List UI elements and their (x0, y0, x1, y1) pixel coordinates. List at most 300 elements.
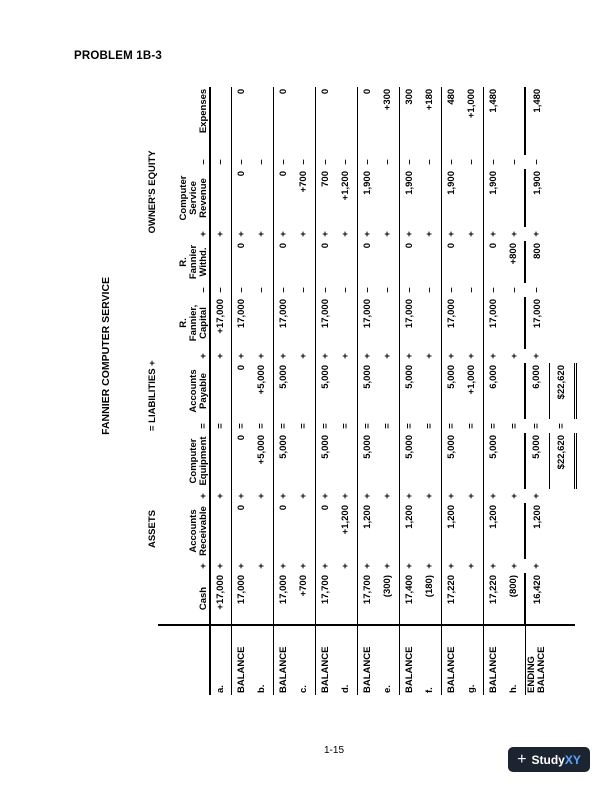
cell-value: 0 (357, 87, 378, 155)
cell-value: 17,000 (273, 573, 294, 625)
cell-operator: + (508, 563, 520, 569)
cell-operator: – (382, 287, 394, 293)
cell-operator: – (531, 159, 543, 165)
cell-value (252, 297, 273, 349)
cell-operator: + (298, 563, 310, 569)
cell-operator: + (273, 559, 294, 573)
cell-value (210, 433, 231, 489)
cell-value: 0 (315, 503, 336, 559)
cell-value: 5,000 (273, 363, 294, 419)
cell-operator: – (214, 287, 226, 293)
cell-operator: + (357, 489, 378, 503)
totals-row (549, 87, 575, 695)
column-header: Accounts Payable (158, 363, 210, 419)
cell-operator: + (357, 559, 378, 573)
cell-value (336, 241, 357, 283)
cell-value: 6,000 (483, 363, 504, 419)
cell-operator: – (214, 159, 226, 165)
cell-value: 0 (273, 169, 294, 227)
cell-value (336, 363, 357, 419)
cell-operator: – (441, 155, 462, 169)
cell-value: 1,200 (399, 503, 420, 559)
cell-operator: + (340, 353, 352, 359)
assets-group-label: ASSETS (147, 510, 159, 549)
row-label: BALANCE (315, 625, 336, 695)
cell-value: 5,000 (315, 363, 336, 419)
cell-operator: + (466, 353, 478, 359)
cell-value: (800) (508, 575, 520, 598)
ending-balance-row (525, 87, 549, 695)
row-label: b. (252, 625, 273, 695)
cell-operator: = (231, 419, 252, 433)
cell-value (294, 241, 315, 283)
cell-value: 1,200 (357, 503, 378, 559)
cell-value: +1,200 (340, 505, 352, 535)
cell-operator: + (231, 559, 252, 573)
cell-value: 17,700 (357, 573, 378, 625)
cell-operator: + (508, 493, 520, 499)
balance-row (357, 87, 378, 695)
cell-operator: + (483, 559, 504, 573)
cell-value: 1,200 (525, 503, 549, 559)
cell-value: 17,000 (483, 297, 504, 349)
row-label: BALANCE (441, 625, 462, 695)
cell-value: 300 (399, 87, 420, 155)
title-row (96, 87, 118, 695)
cell-value: 17,000 (357, 297, 378, 349)
cell-operator: – (340, 159, 352, 165)
cell-operator: – (466, 159, 478, 165)
cell-operator: – (382, 159, 394, 165)
cell-operator: – (298, 159, 310, 165)
cell-operator: + (508, 231, 520, 237)
transaction-row (252, 87, 273, 695)
row-label: ENDING BALANCE (525, 625, 549, 695)
balance-row (483, 87, 504, 695)
cell-value (294, 87, 315, 155)
cell-value (252, 169, 273, 227)
cell-operator: = (441, 419, 462, 433)
cell-value: 5,000 (273, 433, 294, 489)
cell-operator: + (256, 353, 268, 359)
cell-operator: + (441, 489, 462, 503)
owners-equity-group-label: OWNER'S EQUITY (147, 150, 159, 234)
balance-row (273, 87, 294, 695)
row-label: BALANCE (273, 625, 294, 695)
cell-value: 0 (231, 363, 252, 419)
cell-value: 0 (231, 241, 252, 283)
cell-operator: + (531, 353, 543, 359)
cell-operator: – (273, 283, 294, 297)
cell-value: 1,200 (483, 503, 504, 559)
cell-value: 0 (231, 503, 252, 559)
row-label: f. (420, 625, 441, 695)
row-label: a. (210, 625, 231, 695)
cell-value: 0 (315, 241, 336, 283)
cell-value (210, 169, 231, 227)
cell-operator: + (382, 563, 394, 569)
row-label: e. (378, 625, 399, 695)
cell-value (420, 169, 441, 227)
group-row (118, 87, 158, 695)
cell-value: +700 (298, 171, 310, 193)
cell-value: +17,000 (214, 299, 226, 334)
cell-operator: + (340, 231, 352, 237)
cell-operator: + (298, 231, 310, 237)
cell-operator: + (382, 493, 394, 499)
row-label: BALANCE (231, 625, 252, 695)
cell-operator: – (508, 287, 520, 293)
cell-value: 5,000 (399, 433, 420, 489)
cell-operator: + (441, 227, 462, 241)
cell-value (252, 87, 273, 155)
cell-value: 17,000 (273, 297, 294, 349)
column-header: Expenses (158, 87, 210, 155)
cell-operator: – (340, 287, 352, 293)
row-label: BALANCE (483, 625, 504, 695)
cell-value: 17,000 (441, 297, 462, 349)
cell-value (420, 363, 441, 419)
column-header: Computer Service Revenue (158, 169, 210, 227)
cell-operator: + (231, 489, 252, 503)
cell-operator: – (273, 155, 294, 169)
balance-row (399, 87, 420, 695)
cell-operator: = (298, 423, 310, 429)
cell-operator: – (424, 287, 436, 293)
cell-operator: = (315, 419, 336, 433)
cell-operator: = (273, 419, 294, 433)
cell-value: +1,000 (466, 365, 478, 395)
cell-value (336, 87, 357, 155)
cell-value: 17,000 (315, 297, 336, 349)
cell-value (210, 503, 231, 559)
cell-operator: + (340, 493, 352, 499)
transaction-row (336, 87, 357, 695)
cell-value: 0 (315, 87, 336, 155)
page-number: 1-15 (324, 745, 345, 756)
cell-value (252, 241, 273, 283)
cell-operator: = (214, 423, 226, 429)
column-header: Accounts Receivable (158, 503, 210, 559)
cell-value: 480 (441, 87, 462, 155)
cell-value: 0 (399, 241, 420, 283)
cell-operator: + (340, 563, 352, 569)
row-label: d. (336, 625, 357, 695)
column-operator: – (158, 155, 210, 169)
cell-value: 5,000 (399, 363, 420, 419)
column-header-row (158, 87, 210, 695)
cell-value (294, 297, 315, 349)
cell-operator: – (315, 155, 336, 169)
column-operator: + (158, 349, 210, 363)
cell-value: 700 (315, 169, 336, 227)
cell-operator: + (399, 227, 420, 241)
cell-operator: + (399, 489, 420, 503)
cell-operator: + (441, 349, 462, 363)
cell-operator: – (256, 159, 268, 165)
cell-value: 0 (273, 87, 294, 155)
cell-operator: – (357, 283, 378, 297)
cell-value (210, 87, 231, 155)
transaction-row (378, 87, 399, 695)
problem-title: PROBLEM 1B-3 (74, 50, 163, 62)
cell-value (378, 363, 399, 419)
cell-operator: + (273, 489, 294, 503)
cell-value: 0 (231, 169, 252, 227)
cell-value: 0 (273, 503, 294, 559)
cell-operator: + (466, 231, 478, 237)
cell-operator: = (424, 423, 436, 429)
column-header: Computer Equipment (158, 433, 210, 489)
cell-operator: + (256, 563, 268, 569)
cell-value (504, 297, 525, 349)
cell-value: 17,220 (441, 573, 462, 625)
cell-value (294, 503, 315, 559)
cell-value (252, 573, 273, 625)
cell-value (378, 297, 399, 349)
cell-operator: + (273, 349, 294, 363)
cell-value: 5,000 (315, 433, 336, 489)
cell-value: 17,220 (483, 573, 504, 625)
cell-operator: – (298, 287, 310, 293)
liabilities-group-label: = LIABILITIES + (147, 360, 159, 431)
cell-operator: + (231, 349, 252, 363)
cell-value (420, 297, 441, 349)
cell-operator: + (466, 563, 478, 569)
cell-value: +5,000 (256, 365, 268, 395)
cell-value (462, 503, 483, 559)
cell-value (504, 169, 525, 227)
cell-operator: – (256, 287, 268, 293)
cell-value (378, 503, 399, 559)
cell-value: 1,480 (525, 87, 549, 155)
cell-operator: + (531, 563, 543, 569)
row-label: g. (462, 625, 483, 695)
cell-operator: – (508, 159, 520, 165)
balance-row (231, 87, 252, 695)
cell-value (504, 363, 525, 419)
cell-value: 0 (441, 241, 462, 283)
cell-value (294, 363, 315, 419)
cell-value: 1,900 (357, 169, 378, 227)
cell-value: 0 (231, 433, 252, 489)
cell-value (462, 573, 483, 625)
cell-operator: + (298, 493, 310, 499)
cell-value: 6,000 (525, 363, 549, 419)
cell-operator: + (424, 493, 436, 499)
cell-value: 17,000 (231, 573, 252, 625)
cell-operator: + (273, 227, 294, 241)
cell-operator: – (483, 155, 504, 169)
cell-operator: + (483, 349, 504, 363)
cell-operator: + (424, 563, 436, 569)
cell-value: 1,900 (483, 169, 504, 227)
cell-operator: + (357, 227, 378, 241)
transaction-row (462, 87, 483, 695)
cell-operator: + (357, 349, 378, 363)
cell-operator: + (231, 227, 252, 241)
cell-value: +17,000 (214, 575, 226, 610)
cell-operator: – (315, 283, 336, 297)
cell-value: 1,900 (399, 169, 420, 227)
cell-operator: = (483, 419, 504, 433)
cell-value (462, 241, 483, 283)
cell-value (504, 503, 525, 559)
cell-operator: + (315, 349, 336, 363)
column-header: Cash (158, 573, 210, 625)
transaction-row (504, 87, 525, 695)
cell-value: 16,420 (525, 573, 549, 625)
worksheet-title: FANNIER COMPUTER SERVICE (100, 276, 113, 435)
cell-operator: – (399, 283, 420, 297)
cell-operator: + (315, 559, 336, 573)
cell-value: 0 (273, 241, 294, 283)
cell-operator: = (399, 419, 420, 433)
column-operator: – (158, 283, 210, 297)
cell-value (504, 433, 525, 489)
cell-operator: + (399, 559, 420, 573)
column-operator: + (158, 227, 210, 241)
cell-value (252, 503, 273, 559)
column-operator: + (158, 489, 210, 503)
liabilities-equity-total: $22,620 (549, 363, 575, 419)
cell-operator: + (483, 489, 504, 503)
worksheet (96, 87, 568, 695)
cell-operator: + (483, 227, 504, 241)
brand-name: StudyXY (531, 752, 581, 767)
cell-value: 0 (483, 241, 504, 283)
cell-value (336, 297, 357, 349)
cell-value: 1,900 (525, 169, 549, 227)
column-operator: = (158, 419, 210, 433)
cell-value: 0 (231, 87, 252, 155)
cell-operator: + (441, 559, 462, 573)
cell-value: 800 (525, 241, 549, 283)
plus-icon: + (517, 750, 527, 768)
cell-operator: – (466, 287, 478, 293)
cell-operator: + (424, 353, 436, 359)
cell-value: 0 (357, 241, 378, 283)
cell-value: +700 (298, 575, 310, 597)
cell-value: 5,000 (357, 363, 378, 419)
cell-operator: = (382, 423, 394, 429)
cell-value (462, 433, 483, 489)
cell-operator: + (256, 493, 268, 499)
cell-operator: + (214, 353, 226, 359)
cell-value: +5,000 (256, 435, 268, 465)
cell-value: (180) (424, 575, 436, 598)
cell-operator: + (214, 563, 226, 569)
cell-value (378, 169, 399, 227)
cell-operator: = (466, 423, 478, 429)
cell-value: 5,000 (441, 363, 462, 419)
column-operator: + (158, 559, 210, 573)
cell-operator: = (531, 423, 543, 429)
cell-value: 5,000 (441, 433, 462, 489)
cell-operator: + (256, 231, 268, 237)
cell-operator: + (382, 231, 394, 237)
cell-operator: – (399, 155, 420, 169)
cell-value (210, 241, 231, 283)
cell-value: 5,000 (483, 433, 504, 489)
cell-value: +1,200 (340, 171, 352, 201)
cell-value (336, 573, 357, 625)
cell-value: 17,000 (231, 297, 252, 349)
cell-value (462, 169, 483, 227)
cell-value: 1,900 (441, 169, 462, 227)
cell-operator: = (508, 423, 520, 429)
cell-value (504, 87, 525, 155)
cell-operator: – (357, 155, 378, 169)
cell-operator: + (315, 227, 336, 241)
cell-operator: – (531, 287, 543, 293)
balance-row (441, 87, 462, 695)
cell-value: 17,000 (399, 297, 420, 349)
assets-total: $22,620 (549, 433, 575, 489)
cell-value: +180 (424, 88, 436, 111)
cell-operator: – (424, 159, 436, 165)
cell-operator: + (424, 231, 436, 237)
cell-operator: – (441, 283, 462, 297)
transaction-row (294, 87, 315, 695)
cell-value (294, 433, 315, 489)
cell-value (462, 297, 483, 349)
cell-operator: = (357, 419, 378, 433)
cell-value: (300) (382, 575, 394, 598)
cell-value (336, 433, 357, 489)
cell-value: +1,000 (466, 88, 478, 119)
cell-value (420, 433, 441, 489)
cell-value: +300 (382, 88, 394, 111)
row-label: BALANCE (357, 625, 378, 695)
column-header: R. Fannier, Capital (158, 297, 210, 349)
cell-value (420, 241, 441, 283)
cell-value: 1,200 (441, 503, 462, 559)
cell-operator: + (315, 489, 336, 503)
cell-operator: – (231, 155, 252, 169)
cell-operator: + (531, 231, 543, 237)
cell-operator: = (256, 423, 268, 429)
transaction-row (420, 87, 441, 695)
row-label: c. (294, 625, 315, 695)
cell-operator: + (531, 493, 543, 499)
cell-value (210, 363, 231, 419)
cell-value (378, 241, 399, 283)
cell-value: 17,400 (399, 573, 420, 625)
cell-value: 5,000 (357, 433, 378, 489)
row-label: BALANCE (399, 625, 420, 695)
cell-operator: + (214, 231, 226, 237)
cell-operator: + (298, 353, 310, 359)
cell-value (420, 503, 441, 559)
cell-operator: = (340, 423, 352, 429)
totals-equals: = (556, 423, 568, 429)
cell-operator: + (382, 353, 394, 359)
worksheet-table (96, 87, 577, 695)
cell-operator: + (214, 493, 226, 499)
cell-operator: + (399, 349, 420, 363)
cell-value: 17,000 (525, 297, 549, 349)
cell-value: +800 (508, 243, 520, 265)
column-header: R. Fannier Withd. (158, 241, 210, 283)
cell-operator: + (508, 353, 520, 359)
transaction-row (210, 87, 231, 695)
studyxy-badge[interactable] (508, 747, 590, 772)
cell-operator: + (466, 493, 478, 499)
cell-operator: – (231, 283, 252, 297)
balance-row (315, 87, 336, 695)
cell-value: 1,480 (483, 87, 504, 155)
